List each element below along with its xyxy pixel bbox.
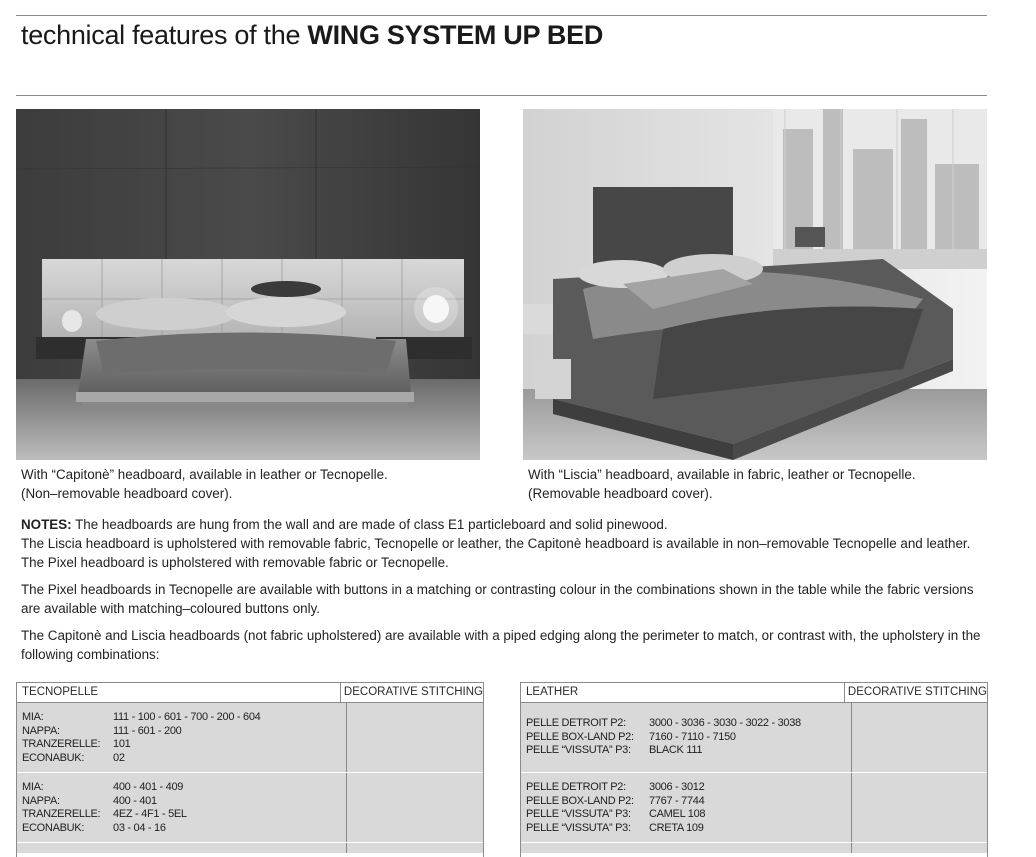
table-row [521, 773, 987, 843]
stitching-cell [346, 703, 483, 772]
stitching-cell [851, 773, 987, 842]
tecnopelle-table [16, 682, 484, 857]
page-title: technical features of the WING SYSTEM UP BED [21, 20, 604, 50]
notes-paragraph-2: The Pixel headboards in Tecnopelle are available with buttons in a matching or contrasting colour in the combinations shown in the table while the fabric versions are available with matching–coloured buttons only. [21, 582, 974, 616]
table-line: PELLE “VISSUTA” P3: CRETA 109 [526, 821, 704, 834]
table-line: NAPPA: 111 - 601 - 200 [22, 724, 182, 737]
table-row [521, 843, 987, 854]
tecnopelle-header: TECNOPELLE [22, 686, 99, 698]
photo-caption-liscia: With “Liscia” headboard, available in fabric, leather or Tecnopelle. (Removable headboard cover). [528, 467, 916, 501]
photo-caption-capitone: With “Capitonè” headboard, available in leather or Tecnopelle. (Non–removable headboard cover). [21, 467, 388, 501]
stitching-header: DECORATIVE STITCHING [844, 683, 987, 702]
table-line: TRANZERELLE: 101 [22, 738, 131, 750]
bed-photo-capitone [16, 109, 480, 460]
table-row [17, 773, 483, 843]
table-line: PELLE “VISSUTA” P3: CAMEL 108 [526, 808, 706, 820]
table-row [17, 703, 483, 773]
title-divider [16, 95, 987, 96]
leather-header: LEATHER [526, 686, 579, 698]
notes-label: NOTES: [21, 517, 72, 532]
table-line: NAPPA: 400 - 401 [22, 794, 157, 807]
table-line: PELLE “VISSUTA” P3: BLACK 111 [526, 744, 703, 756]
stitching-header: DECORATIVE STITCHING [340, 683, 483, 702]
table-line: MIA: 111 - 100 - 601 - 700 - 200 - 604 [22, 711, 261, 723]
table-line: PELLE DETROIT P2: 3006 - 3012 [526, 781, 705, 793]
table-row [521, 703, 987, 773]
table-header [17, 683, 483, 703]
notes-paragraph-3: The Capitonè and Liscia headboards (not fabric upholstered) are available with a piped edging along the perimeter to match, or contrast with, the upholstery in the following combinations: [21, 628, 981, 662]
notes-paragraph-1: NOTES: The headboards are hung from the wall and are made of class E1 particleboard and solid pinewood. The Liscia headboard is upholstered with removable fabric, Tecnopelle or leather, the Capitonè headboard is available in non–removable Tecnopelle and leather. The Pixel headboard is upholstered with removable fabric or Tecnopelle. [21, 517, 971, 570]
top-rule [16, 15, 987, 16]
stitching-cell [851, 703, 987, 772]
leather-table [520, 682, 988, 857]
table-row [17, 843, 483, 854]
table-line: PELLE BOX-LAND P2: 7160 - 7110 - 7150 [526, 730, 736, 743]
stitching-cell [346, 773, 483, 842]
table-line: MIA: 400 - 401 - 409 [22, 781, 184, 793]
bed-photo-liscia [523, 109, 987, 460]
table-line: TRANZERELLE: 4EZ - 4F1 - 5EL [22, 808, 187, 820]
table-line: PELLE BOX-LAND P2: 7767 - 7744 [526, 794, 705, 807]
table-line: ECONABUK: 03 - 04 - 16 [22, 821, 166, 834]
table-header [521, 683, 987, 703]
table-line: PELLE DETROIT P2: 3000 - 3036 - 3030 - 3022 - 3038 [526, 717, 801, 729]
table-line: ECONABUK: 02 [22, 751, 125, 764]
notes-section [21, 515, 987, 672]
